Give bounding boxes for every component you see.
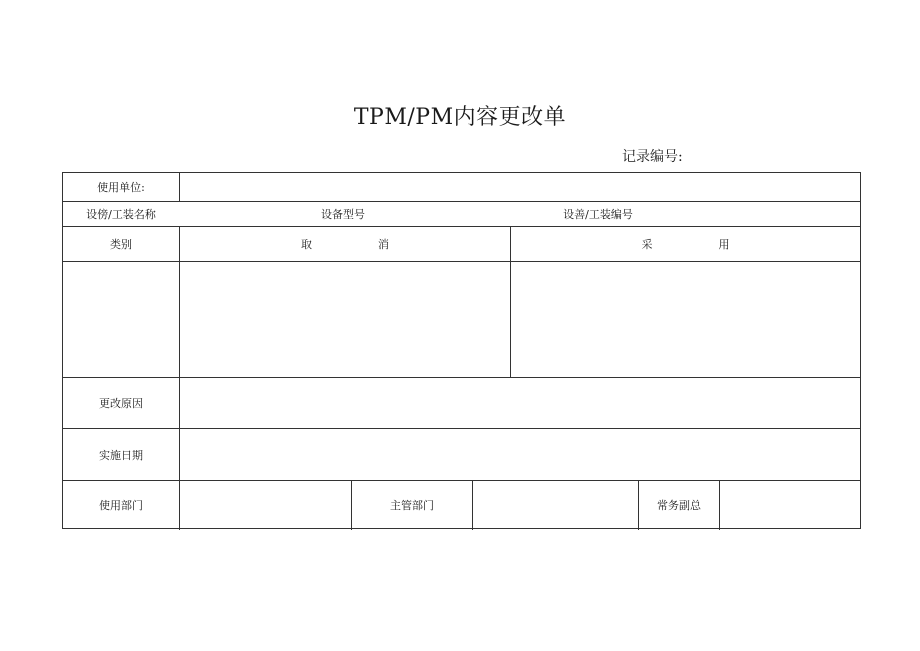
equipment-model-label: 设备型号: [321, 208, 365, 221]
change-reason-label: 更改原因: [99, 397, 143, 410]
supervisor-department-field[interactable]: [473, 481, 638, 529]
change-form-table: [62, 172, 861, 529]
supervisor-department-label: 主管部门: [390, 499, 434, 512]
implementation-date-field[interactable]: [180, 429, 860, 480]
equipment-name-label: 设傍/工装名称: [86, 208, 156, 221]
form-title: TPM/PM内容更改单: [353, 105, 567, 130]
cancel-content-field[interactable]: [180, 262, 510, 377]
vice-gm-field[interactable]: [720, 481, 860, 529]
vice-gm-label: 常务副总: [657, 499, 701, 512]
use-unit-field[interactable]: [180, 173, 860, 201]
equipment-number-label: 设善/工装编号: [563, 208, 633, 221]
use-department-label: 使用部门: [99, 499, 143, 512]
record-number-label: 记录编号:: [622, 149, 683, 165]
category-label: 类别: [110, 238, 132, 251]
change-reason-field[interactable]: [180, 378, 860, 428]
adopt-content-field[interactable]: [511, 262, 860, 377]
use-department-field[interactable]: [180, 481, 351, 529]
adopt-header: 采 用: [641, 238, 730, 251]
cancel-header: 取 消: [301, 238, 389, 251]
implementation-date-label: 实施日期: [99, 448, 143, 462]
category-field[interactable]: [63, 262, 179, 377]
row-divider: [63, 201, 860, 202]
use-unit-label: 使用单位:: [97, 181, 145, 194]
